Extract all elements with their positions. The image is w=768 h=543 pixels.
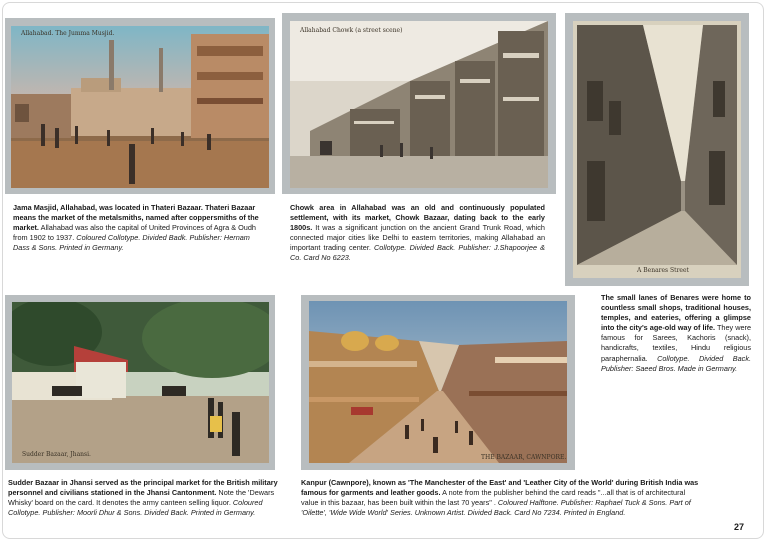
caption-bold: Kanpur (Cawnpore), known as 'The Manchester of the East' and 'Leather City of the World' during British India was famous for garments and leather goods. [301,478,699,498]
caption-bold: Jama Masjid, Allahabad, was located in Thateri Bazaar. Thateri Bazaar means the market of the metalsmiths, named after coppersmiths of the market. [13,203,259,233]
caption-text: Note the 'Dewars Whisky' board on the card. It denotes the army canteen selling liquor. [8,488,275,508]
caption-text: They were famous for Sarees, Kachoris (snack), handicrafts, textiles, Hindu religious paraphernalia. [601,323,752,363]
postcard-label-benares: A Benares Street [637,267,689,274]
caption-bold: Chowk area in Allahabad was an old and continuously populated settlement, with its market, Chowk Bazaar, dating back to the early 1800s. [290,203,545,233]
postcard-image-jhansi [12,302,269,463]
postcard-label-jama-masjid: Allahabad. The Jumma Musjid. [21,30,115,37]
caption-text: It was a significant junction on the ancient Grand Trunk Road, which connected major cities like Delhi to eastern territories, making Allahabad an important trading center. [290,223,545,253]
caption-italic: Collotype. Divided Back. Publisher: J.Shapoorjee & Co. Card No 6223. [290,243,545,263]
caption-jhansi [8,478,289,518]
caption-italic: Coloured Collotype. Publisher: Moorli Dhur & Sons. Divided Back. Printed in Germany. [8,498,263,518]
postcard-image-benares [573,21,741,278]
caption-chowk [290,203,545,264]
caption-benares [601,293,751,374]
caption-text: A note from the publisher behind the card reads "...all that is of architectural value in this bazaar, has been built within the last 70 years" . [301,488,686,508]
postcard-label-chowk: Allahabad Chowk (a street scene) [300,27,403,34]
postcard-label-jhansi: Sudder Bazaar, Jhansi. [22,451,91,458]
caption-italic: Coloured Halftone. Publisher: Raphael Tuck & Sons. Part of 'Oilette', 'Wide Wide World' Series. Unknown Artist. Divided Back. Card No 7234. Printed in England. [301,498,691,518]
caption-italic: Collotype. Divided Back. Publisher: Saeed Bros. Made in Germany. [601,353,751,373]
postcard-label-kanpur: THE BAZAAR, CAWNPORE. [481,454,567,461]
caption-jama-masjid [13,203,266,253]
caption-bold: The small lanes of Benares were home to countless small shops, traditional houses, temples, and eateries, offering a glimpse into the city's age-old way of life. [601,293,751,333]
caption-italic: Coloured Collotype. Divided Badk. Publisher: Hernam Dass & Sons. Printed in Germany. [13,233,250,253]
postcard-image-chowk [290,21,548,188]
caption-text: Allahabad was also the capital of United Provinces of Agra & Oudh from 1902 to 1937. [13,223,256,243]
postcard-image-kanpur [309,301,567,463]
caption-bold: Sudder Bazaar in Jhansi served as the principal market for the British military personnel and civilians stationed in the Jhansi Cantonment. [8,478,278,498]
postcard-image-jama-masjid [11,26,269,188]
page-number: 27 [733,522,744,532]
caption-kanpur [301,478,704,518]
